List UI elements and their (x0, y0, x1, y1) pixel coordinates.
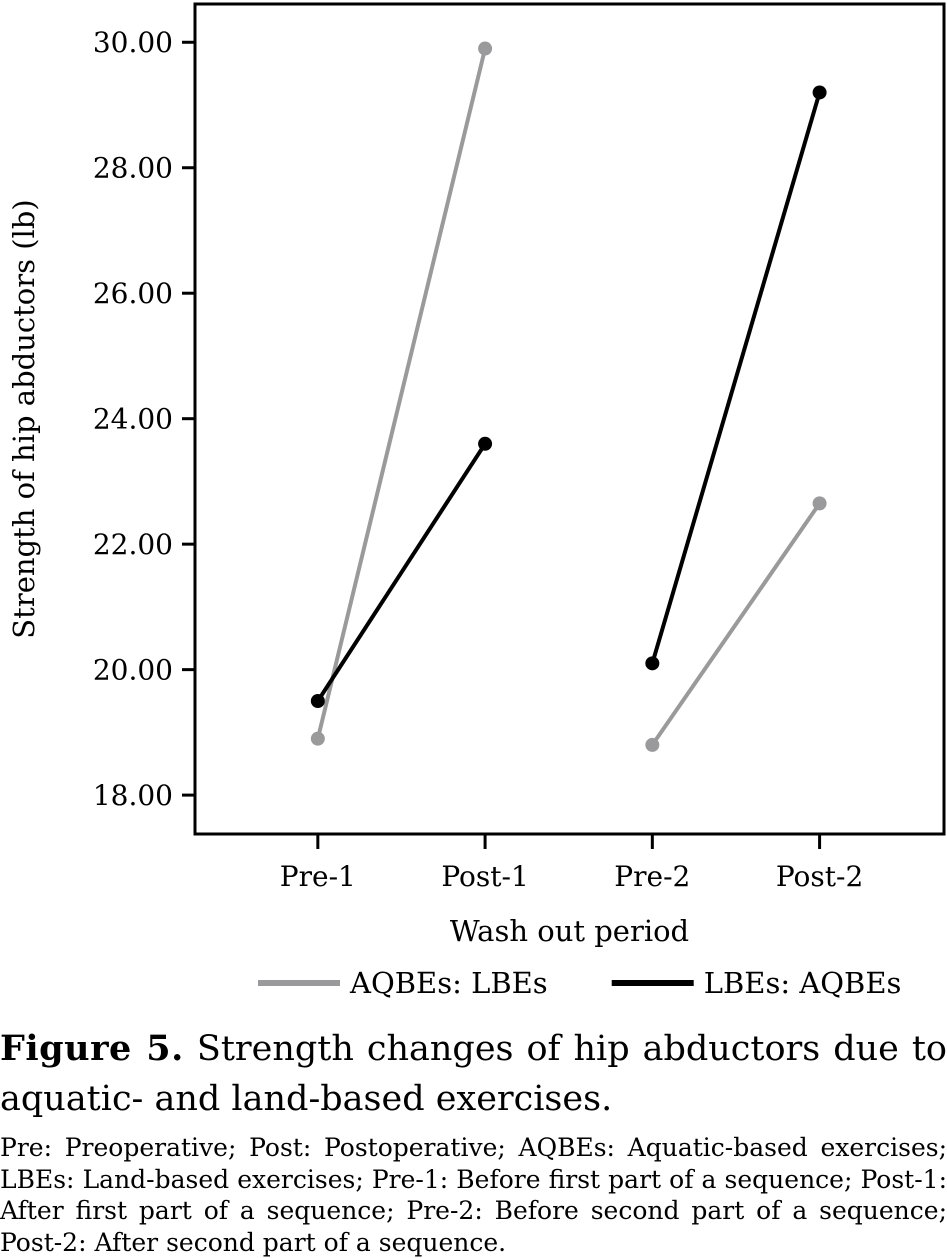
series-line (318, 444, 485, 701)
x-tick-label: Pre-1 (279, 860, 356, 893)
plot-border (195, 4, 944, 834)
legend-label: AQBEs: LBEs (350, 966, 548, 1001)
x-axis-title: Wash out period (449, 914, 690, 948)
series-line (652, 503, 819, 745)
y-axis-title: Strength of hip abductors (lb) (7, 199, 41, 639)
data-point (311, 694, 325, 708)
y-tick-label: 30.00 (92, 26, 173, 60)
data-point (645, 738, 659, 752)
series-line (652, 92, 819, 663)
y-tick-label: 24.00 (92, 402, 173, 436)
data-point (311, 732, 325, 746)
y-tick-label: 28.00 (92, 151, 173, 185)
x-tick-label: Post-1 (441, 860, 529, 893)
x-tick-label: Pre-2 (614, 860, 691, 893)
y-tick-label: 26.00 (92, 277, 173, 311)
series-line (318, 49, 485, 739)
data-point (813, 496, 827, 510)
y-tick-label: 18.00 (92, 778, 173, 812)
data-point (478, 437, 492, 451)
data-point (813, 85, 827, 99)
x-tick-label: Post-2 (775, 860, 864, 893)
figure-caption-text: Strength changes of hip abductors due to aquatic- and land-based exercises. (0, 1029, 947, 1119)
figure-footnote: Pre: Preoperative; Post: Postoperative; AQBEs: Aquatic-based exercises; LBEs: Land-based exercises; Pre-1: Before first part of a sequence; Post-1: After first part of a sequence; Pre-2: Before second part of a sequence; Post-2: After second part of a sequence. (0, 1133, 947, 1257)
data-point (645, 656, 659, 670)
data-point (478, 42, 492, 56)
figure-caption (0, 1024, 947, 1124)
figure-caption-label: Figure 5. (0, 1028, 184, 1069)
legend-label: LBEs: AQBEs (703, 966, 902, 1001)
y-tick-label: 22.00 (92, 527, 173, 561)
y-tick-label: 20.00 (92, 653, 173, 687)
